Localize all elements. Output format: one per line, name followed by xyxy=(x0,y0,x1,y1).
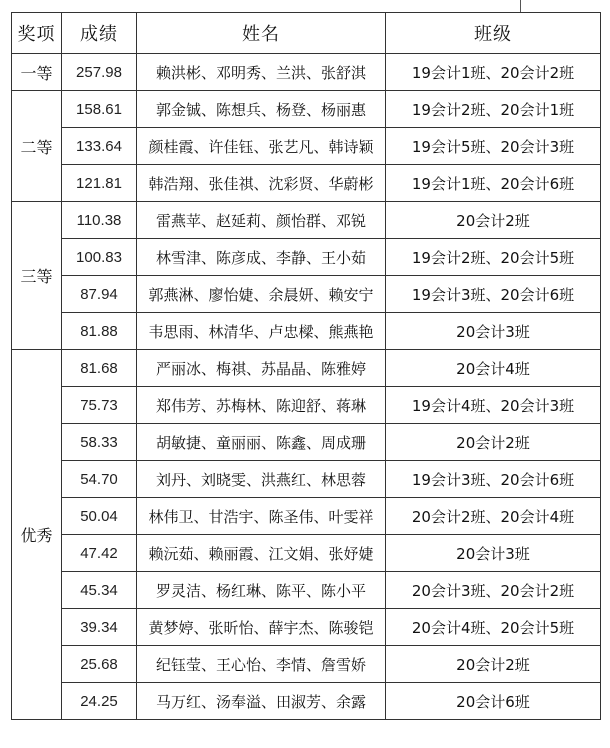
class-cell: 20会计3班 xyxy=(386,313,601,350)
table-row xyxy=(12,498,601,535)
names-cell: 马万红、汤奉溢、田淑芳、余露 xyxy=(137,683,386,720)
table-row xyxy=(12,424,601,461)
award-excellent: 优秀 xyxy=(12,350,62,720)
score-cell: 100.83 xyxy=(62,239,137,276)
class-cell: 20会计2班 xyxy=(386,646,601,683)
names-cell: 赖洪彬、邓明秀、兰洪、张舒淇 xyxy=(137,54,386,91)
names-cell: 韦思雨、林清华、卢忠樑、熊燕艳 xyxy=(137,313,386,350)
class-cell: 19会计1班、20会计6班 xyxy=(386,165,601,202)
class-cell: 20会计2班 xyxy=(386,424,601,461)
class-cell: 19会计5班、20会计3班 xyxy=(386,128,601,165)
names-cell: 纪钰莹、王心怡、李情、詹雪娇 xyxy=(137,646,386,683)
names-cell: 雷燕苹、赵延莉、颜怡群、邓锐 xyxy=(137,202,386,239)
class-cell: 19会计3班、20会计6班 xyxy=(386,461,601,498)
score-cell: 50.04 xyxy=(62,498,137,535)
table-row xyxy=(12,276,601,313)
class-cell: 20会计2班 xyxy=(386,202,601,239)
class-cell: 20会计4班 xyxy=(386,350,601,387)
table-row xyxy=(12,387,601,424)
score-cell: 133.64 xyxy=(62,128,137,165)
score-cell: 24.25 xyxy=(62,683,137,720)
award-third: 三等 xyxy=(12,202,62,350)
table-row xyxy=(12,165,601,202)
table-row xyxy=(12,54,601,91)
table-row xyxy=(12,350,601,387)
names-cell: 郭燕淋、廖怡婕、余晨妍、赖安宁 xyxy=(137,276,386,313)
class-cell: 19会计2班、20会计5班 xyxy=(386,239,601,276)
names-cell: 郑伟芳、苏梅林、陈迎舒、蒋琳 xyxy=(137,387,386,424)
names-cell: 林伟卫、甘浩宇、陈圣伟、叶雯祥 xyxy=(137,498,386,535)
table-row xyxy=(12,461,601,498)
score-cell: 58.33 xyxy=(62,424,137,461)
award-second: 二等 xyxy=(12,91,62,202)
awards-table xyxy=(11,12,601,720)
top-border-line xyxy=(520,0,521,12)
names-cell: 黄梦婷、张昕怡、薛宇杰、陈骏铠 xyxy=(137,609,386,646)
table-row xyxy=(12,91,601,128)
score-cell: 39.34 xyxy=(62,609,137,646)
score-cell: 81.88 xyxy=(62,313,137,350)
names-cell: 严丽冰、梅祺、苏晶晶、陈雅婷 xyxy=(137,350,386,387)
class-cell: 19会计1班、20会计2班 xyxy=(386,54,601,91)
table-row xyxy=(12,646,601,683)
class-cell: 19会计4班、20会计3班 xyxy=(386,387,601,424)
score-cell: 158.61 xyxy=(62,91,137,128)
header-class: 班级 xyxy=(386,13,601,54)
table-row xyxy=(12,239,601,276)
names-cell: 林雪津、陈彦成、李静、王小茹 xyxy=(137,239,386,276)
score-cell: 81.68 xyxy=(62,350,137,387)
score-cell: 110.38 xyxy=(62,202,137,239)
header-row xyxy=(12,13,601,54)
score-cell: 47.42 xyxy=(62,535,137,572)
score-cell: 257.98 xyxy=(62,54,137,91)
class-cell: 20会计6班 xyxy=(386,683,601,720)
names-cell: 郭金铖、陈想兵、杨登、杨丽惠 xyxy=(137,91,386,128)
table-row xyxy=(12,609,601,646)
header-award: 奖项 xyxy=(12,13,62,54)
score-cell: 25.68 xyxy=(62,646,137,683)
table-row xyxy=(12,202,601,239)
names-cell: 刘丹、刘晓雯、洪燕红、林思蓉 xyxy=(137,461,386,498)
score-cell: 121.81 xyxy=(62,165,137,202)
table-row xyxy=(12,313,601,350)
table-row xyxy=(12,683,601,720)
score-cell: 54.70 xyxy=(62,461,137,498)
class-cell: 19会计3班、20会计6班 xyxy=(386,276,601,313)
names-cell: 罗灵洁、杨红琳、陈平、陈小平 xyxy=(137,572,386,609)
header-names: 姓名 xyxy=(137,13,386,54)
award-first: 一等 xyxy=(12,54,62,91)
score-cell: 87.94 xyxy=(62,276,137,313)
names-cell: 韩浩翔、张佳祺、沈彩贤、华蔚彬 xyxy=(137,165,386,202)
names-cell: 颜桂霞、许佳钰、张艺凡、韩诗颖 xyxy=(137,128,386,165)
table-row xyxy=(12,128,601,165)
class-cell: 19会计2班、20会计1班 xyxy=(386,91,601,128)
table-row xyxy=(12,535,601,572)
class-cell: 20会计3班 xyxy=(386,535,601,572)
table-row xyxy=(12,572,601,609)
score-cell: 75.73 xyxy=(62,387,137,424)
names-cell: 赖沅茹、赖丽霞、江文娟、张妤婕 xyxy=(137,535,386,572)
class-cell: 20会计3班、20会计2班 xyxy=(386,572,601,609)
names-cell: 胡敏捷、童丽丽、陈鑫、周成珊 xyxy=(137,424,386,461)
class-cell: 20会计4班、20会计5班 xyxy=(386,609,601,646)
header-score: 成绩 xyxy=(62,13,137,54)
class-cell: 20会计2班、20会计4班 xyxy=(386,498,601,535)
score-cell: 45.34 xyxy=(62,572,137,609)
